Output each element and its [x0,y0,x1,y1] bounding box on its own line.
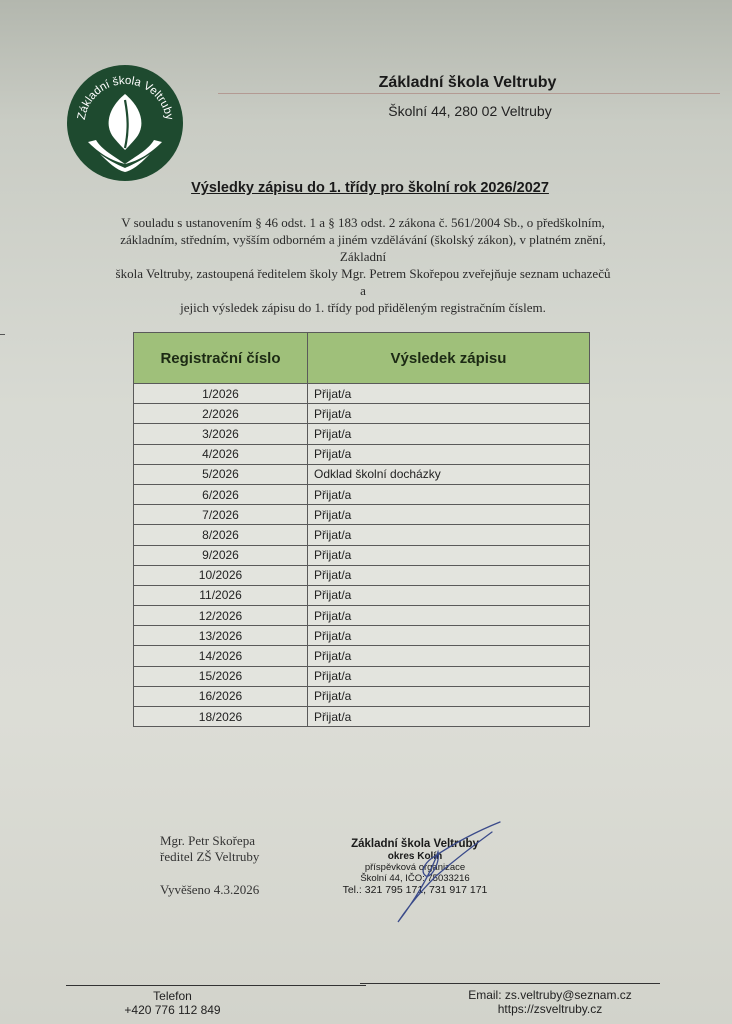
table-row [134,565,590,585]
enrollment-result-cell: Přijat/a [308,565,590,585]
registration-number-cell: 2/2026 [134,404,308,424]
table-row [134,686,590,706]
school-address: Školní 44, 280 02 Veltruby [388,103,552,119]
registration-number-cell: 18/2026 [134,707,308,727]
registration-number-cell: 13/2026 [134,626,308,646]
registration-number-cell: 12/2026 [134,606,308,626]
signatory [160,833,259,865]
signatory-name: Mgr. Petr Skořepa [160,833,255,848]
registration-number-cell: 8/2026 [134,525,308,545]
registration-number-cell: 1/2026 [134,384,308,404]
results-table [133,332,590,727]
logo-text: Základní škola Veltruby [75,74,176,121]
footer-contact [440,988,660,1016]
footer-phone-label: Telefon [153,989,192,1003]
intro-line: škola Veltruby, zastoupená ředitelem školy Mgr. Petrem Skořepou zveřejňuje seznam uchazečů a [115,266,611,298]
table-row [134,585,590,605]
header-divider [218,93,720,94]
footer-website: https://zsveltruby.cz [497,1002,603,1016]
school-name: Základní škola Veltruby [378,74,557,91]
table-body [134,384,590,727]
footer-divider-right [360,983,660,984]
stamp-line-5: Tel.: 321 795 171, 731 917 171 [342,884,488,896]
table-row [134,444,590,464]
registration-number-cell: 16/2026 [134,686,308,706]
punch-mark [0,334,5,335]
enrollment-result-cell: Přijat/a [308,666,590,686]
table-row [134,545,590,565]
enrollment-result-cell: Přijat/a [308,424,590,444]
stamp-line-1: Základní škola Veltruby [351,838,479,850]
enrollment-result-cell: Přijat/a [308,585,590,605]
enrollment-result-cell: Přijat/a [308,505,590,525]
enrollment-result-cell: Přijat/a [308,484,590,504]
table-row [134,404,590,424]
posted-date: Vyvěšeno 4.3.2026 [160,882,260,897]
registration-number-cell: 5/2026 [134,464,308,484]
registration-number-cell: 9/2026 [134,545,308,565]
enrollment-result-cell: Přijat/a [308,525,590,545]
leaf-hands-logo-icon [66,64,184,182]
table-row [134,666,590,686]
enrollment-result-cell: Přijat/a [308,646,590,666]
stamp-line-2: okres Kolín [387,851,443,862]
table-row [134,384,590,404]
footer-divider-left [66,985,366,986]
table-row [134,464,590,484]
table-row [134,525,590,545]
enrollment-result-cell: Přijat/a [308,404,590,424]
school-logo [66,64,184,182]
table-row [134,626,590,646]
table-row [134,484,590,504]
table-row [134,606,590,626]
registration-number-cell: 11/2026 [134,585,308,605]
footer-phone-number: +420 776 112 849 [124,1003,221,1017]
registration-number-cell: 14/2026 [134,646,308,666]
enrollment-result-cell: Přijat/a [308,545,590,565]
enrollment-result-cell: Přijat/a [308,444,590,464]
enrollment-result-cell: Přijat/a [308,707,590,727]
registration-number-cell: 15/2026 [134,666,308,686]
stamp-line-3: příspěvková organizace [364,862,466,873]
footer-phone [100,989,245,1017]
table-row [134,424,590,444]
table-row [134,646,590,666]
registration-number-cell: 10/2026 [134,565,308,585]
enrollment-result-cell: Odklad školní docházky [308,464,590,484]
document-title: Výsledky zápisu do 1. třídy pro školní rok 2026/2027 [191,180,549,196]
registration-number-cell: 4/2026 [134,444,308,464]
registration-number-cell: 6/2026 [134,484,308,504]
enrollment-result-cell: Přijat/a [308,626,590,646]
handwritten-signature [380,818,510,928]
enrollment-result-cell: Přijat/a [308,606,590,626]
footer-email: Email: zs.veltruby@seznam.cz [468,988,632,1002]
table-row [134,505,590,525]
enrollment-result-cell: Přijat/a [308,384,590,404]
registration-number-cell: 3/2026 [134,424,308,444]
column-header-result: Výsledek zápisu [308,333,590,384]
signatory-role: ředitel ZŠ Veltruby [160,849,260,864]
table-row [134,707,590,727]
intro-line: základním, středním, vyšším odborném a jiném vzdělávání (školský zákon), v platném znění, Základní [120,232,606,264]
column-header-registration: Registrační číslo [134,333,308,384]
intro-paragraph [112,214,614,316]
intro-line: jejich výsledek zápisu do 1. třídy pod přiděleným registračním číslem. [180,300,546,315]
intro-line: V souladu s ustanovením § 46 odst. 1 a § 183 odst. 2 zákona č. 561/2004 Sb., o předškolním, [121,215,605,230]
registration-number-cell: 7/2026 [134,505,308,525]
enrollment-result-cell: Přijat/a [308,686,590,706]
stamp-line-4: Školní 44, IČO: 75033216 [360,873,470,884]
table-header-row [134,333,590,384]
